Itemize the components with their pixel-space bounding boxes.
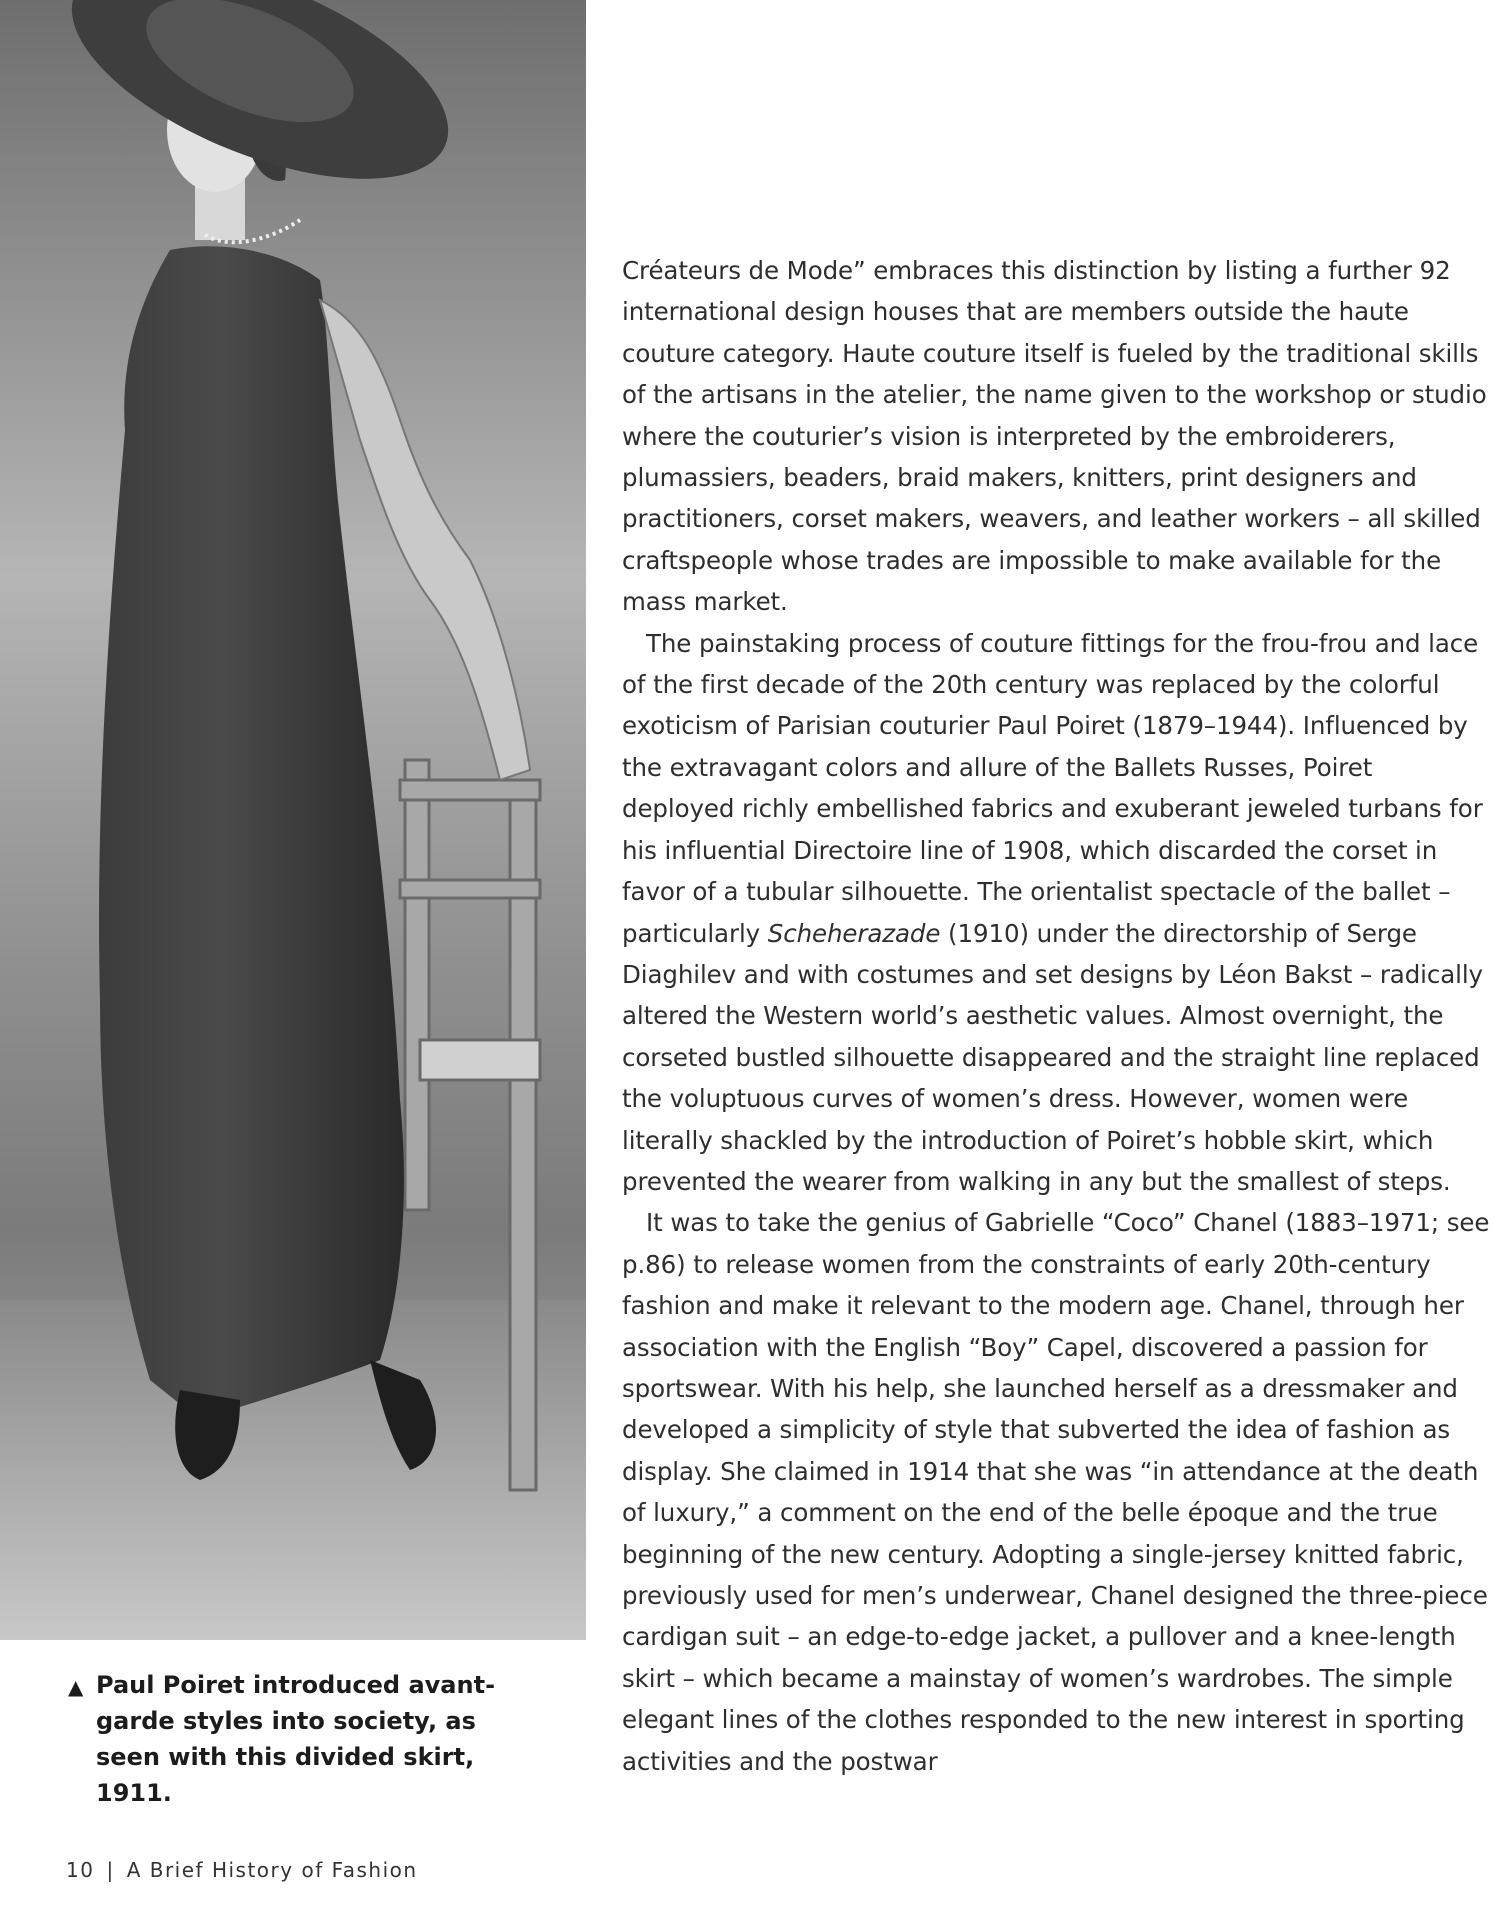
paragraph-2-part-b: (1910) under the directorship of Serge Diaghilev and with costumes and set designs by Léon Bakst – radically altered the Western world’s aesthetic values. Almost overnight, the corseted bustled silhouette disappeared and the straight line replaced the voluptuous curves of women’s dress. However, women were literally shackled by the introduction of Poiret’s hobble skirt, which prevented the wearer from walking in any but the smallest of steps.: [622, 918, 1483, 1196]
paragraph-3: It was to take the genius of Gabrielle “Coco” Chanel (1883–1971; see p.86) to release women from the constraints of early 20th-century fashion and make it relevant to the modern age. Chanel, through her association with the English “Boy” Capel, discovered a passion for sportswear. With his help, she launched herself as a dressmaker and developed a simplicity of style that subverted the idea of fashion as display. She claimed in 1914 that she was “in attendance at the death of luxury,” a comment on the end of the belle époque and the true beginning of the new century. Adopting a single-jersey knitted fabric, previously used for men’s underwear, Chanel designed the three-piece cardigan suit – an edge-to-edge jacket, a pullover and a knee-length skirt – which became a mainstay of women’s wardrobes. The simple elegant lines of the clothes responded to the new interest in sporting activities and the postwar: [622, 1208, 1490, 1776]
paragraph-2: [622, 623, 1492, 1203]
photo-caption: [68, 1667, 508, 1811]
article-body: [622, 250, 1492, 1782]
photo-illustration: [0, 0, 586, 1640]
page-number: 10: [66, 1858, 95, 1882]
book-title: A Brief History of Fashion: [126, 1858, 418, 1882]
page-footer: [66, 1858, 418, 1882]
paragraph-2-part-a: The painstaking process of couture fittings for the frou-frou and lace of the first decade of the 20th century was replaced by the colorful exoticism of Parisian couturier Paul Poiret (1879–1944). Influenced by the extravagant colors and allure of the Ballets Russes, Poiret deployed richly embellished fabrics and exuberant jeweled turbans for his influential Directoire line of 1908, which discarded the corset in favor of a tubular silhouette. The orientalist spectacle of the ballet – particularly: [622, 628, 1483, 948]
scheherazade-title: Scheherazade: [767, 918, 941, 948]
caption-text: Paul Poiret introduced avant-garde styles into society, as seen with this divided skirt, 1911.: [96, 1671, 496, 1807]
paragraph-1: Créateurs de Mode” embraces this distinction by listing a further 92 international design houses that are members outside the haute couture category. Haute couture itself is fueled by the traditional skills of the artisans in the atelier, the name given to the workshop or studio where the couturier’s vision is interpreted by the embroiderers, plumassiers, beaders, braid makers, knitters, print designers and practitioners, corset makers, weavers, and leather workers – all skilled craftspeople whose trades are impossible to make available for the mass market.: [622, 256, 1487, 617]
footer-separator: |: [106, 1858, 115, 1882]
photograph-woman-in-hobble-skirt: [0, 0, 586, 1640]
triangle-marker-icon: ▲: [68, 1675, 84, 1699]
